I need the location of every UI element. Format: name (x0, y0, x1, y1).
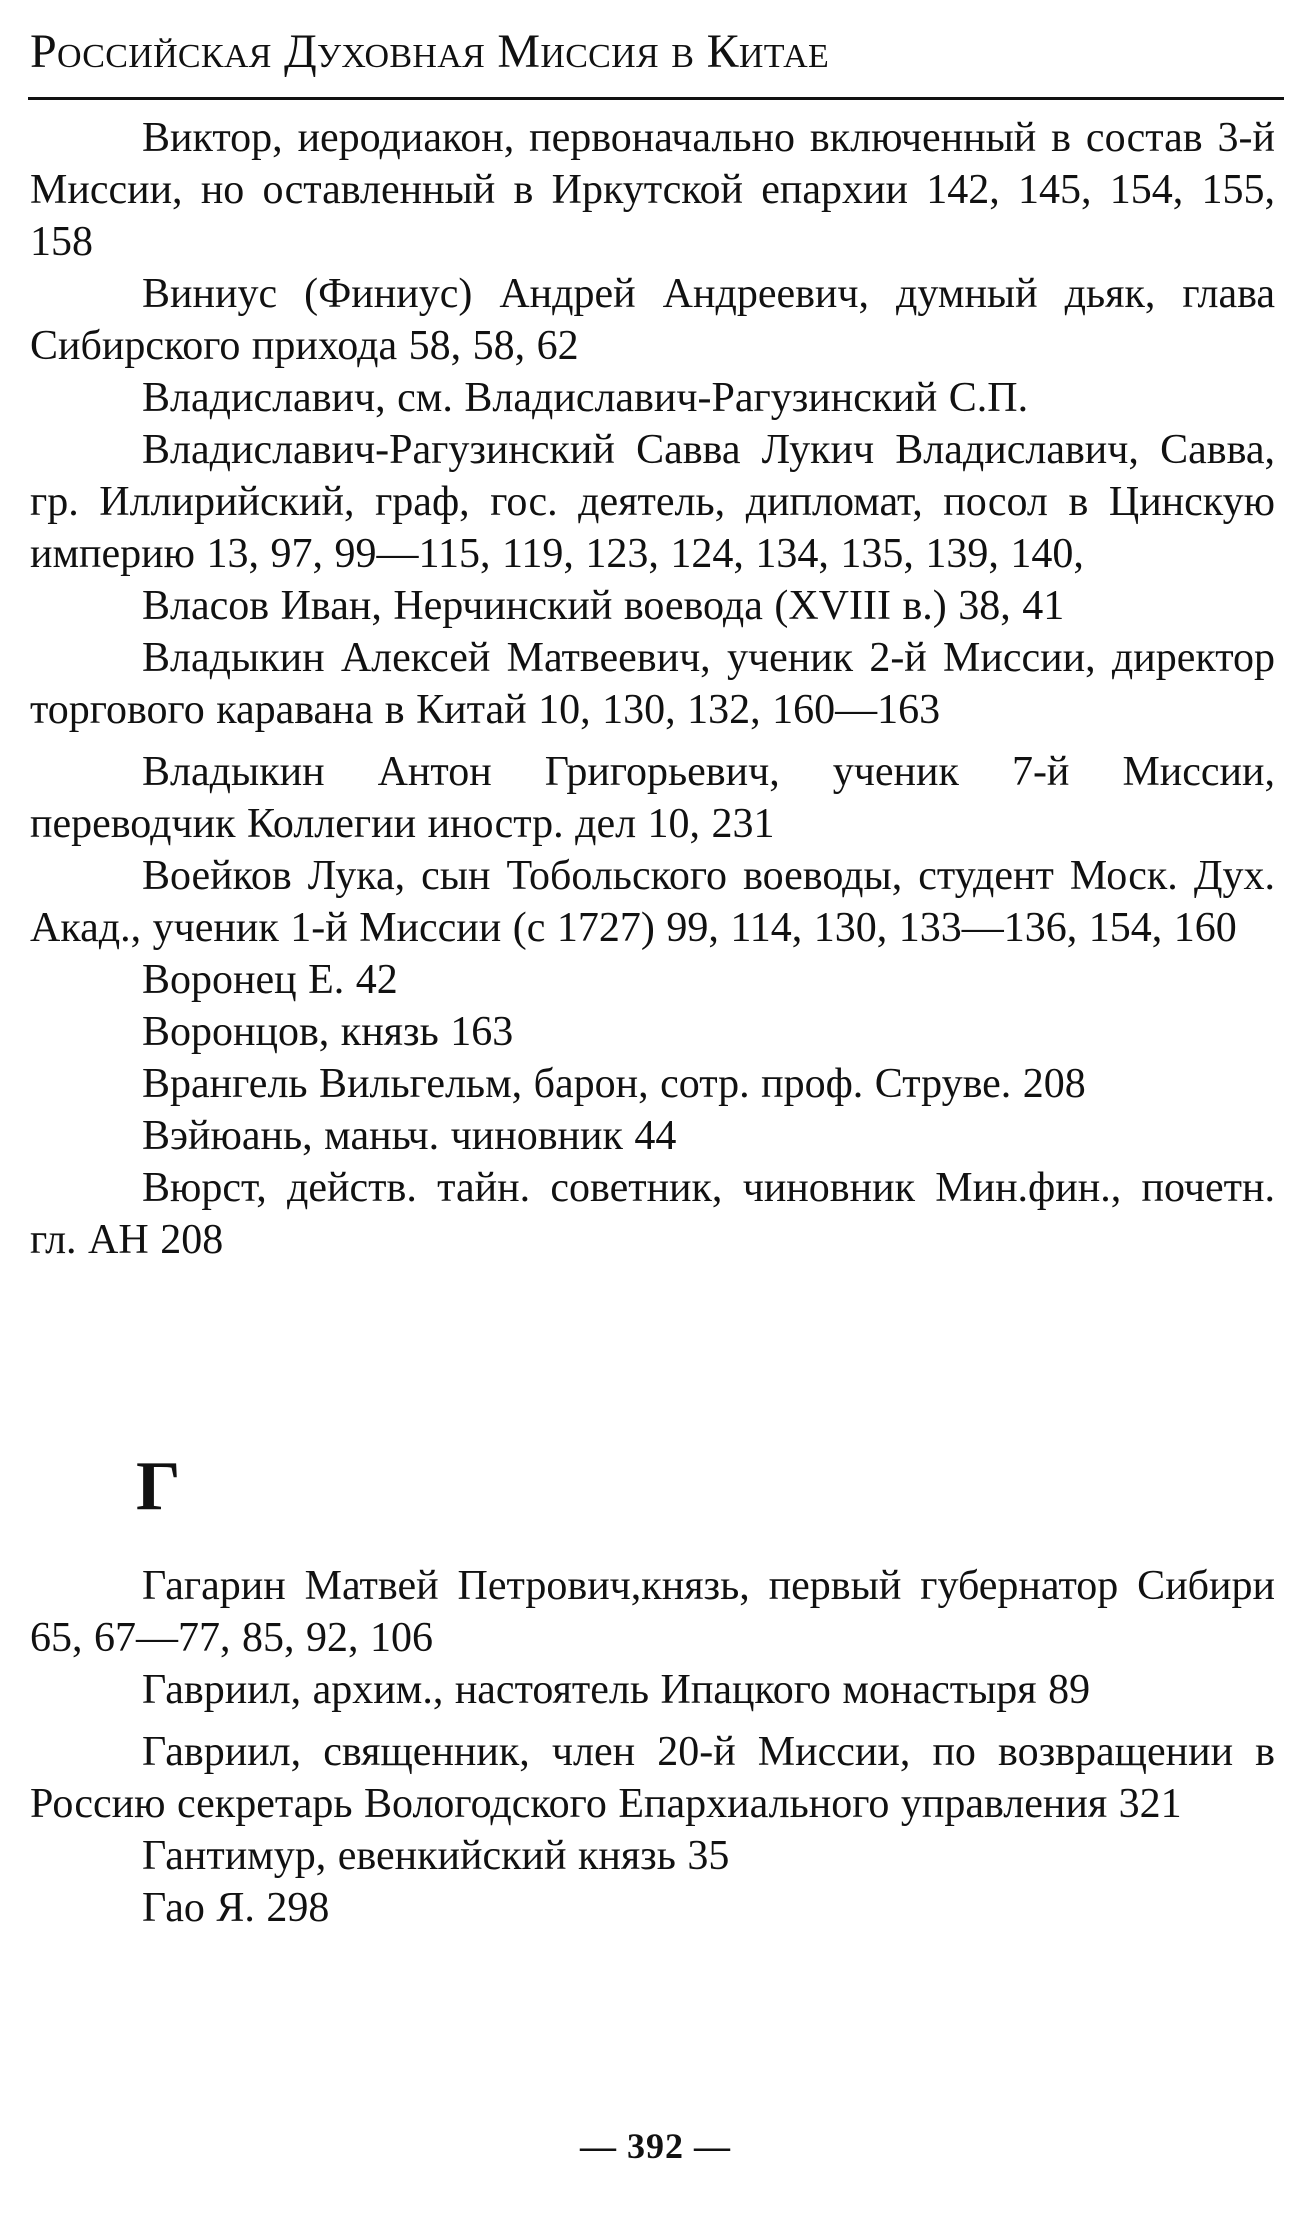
index-entry: Власов Иван, Нерчинский воевода (XVIII в.) 38, 41 (142, 583, 1065, 629)
index-entry: Врангель Вильгельм, барон, сотр. проф. Струве. 208 (142, 1061, 1086, 1107)
section-heading-letter: Г (136, 1448, 181, 1525)
index-entry: Воейков Лука, сын Тобольского воеводы, студент Моск. Дух. Акад., ученик 1-й Миссии (с 1727) 99, 114, 130, 133—136, 154, 160 (30, 853, 1275, 951)
index-entry: Гао Я. 298 (142, 1885, 330, 1931)
index-section-v (30, 112, 1275, 1266)
index-entry: Воронец Е. 42 (142, 957, 398, 1003)
index-entry: Гавриил, архим., настоятель Ипацкого монастыря 89 (142, 1667, 1091, 1713)
index-entry: Владыкин Алексей Матвеевич, ученик 2-й Миссии, директор торгового каравана в Китай 10, 130, 132, 160—163 (30, 635, 1275, 733)
index-entry: Гантимур, евенкийский князь 35 (142, 1833, 730, 1879)
index-entry: Гагарин Матвей Петрович,князь, первый губернатор Сибири 65, 67—77, 85, 92, 106 (30, 1563, 1275, 1661)
index-entry: Владиславич, см. Владиславич-Рагузинский С.П. (142, 375, 1029, 421)
index-entry: Владыкин Антон Григорьевич, ученик 7-й Миссии, переводчик Коллегии иностр. дел 10, 231 (30, 749, 1275, 847)
index-entry: Вюрст, действ. тайн. советник, чиновник Мин.фин., почетн. гл. АН 208 (30, 1165, 1275, 1263)
running-title: Российская Духовная Миссия в Китае (30, 25, 830, 78)
page-number: — 392 — (580, 2126, 731, 2166)
index-entry: Вэйюань, маньч. чиновник 44 (142, 1113, 677, 1159)
index-entry: Воронцов, князь 163 (142, 1009, 514, 1055)
index-entry: Владиславич-Рагузинский Савва Лукич Владиславич, Савва, гр. Иллирийский, граф, гос. деятель, дипломат, посол в Цинскую империю 13, 97, 99—115, 119, 123, 124, 134, 135, 139, 140, (30, 427, 1275, 577)
index-entry: Виктор, иеродиакон, первоначально включенный в состав 3-й Миссии, но оставленный в Иркутской епархии 142, 145, 154, 155, 158 (30, 115, 1275, 265)
index-section-g (30, 1560, 1275, 1934)
index-entry: Гавриил, священник, член 20-й Миссии, по возвращении в Россию секретарь Вологодского Епархиального управления 321 (30, 1729, 1275, 1827)
index-entry: Виниус (Финиус) Андрей Андреевич, думный дьяк, глава Сибирского прихода 58, 58, 62 (30, 271, 1275, 369)
header-rule (28, 97, 1284, 100)
